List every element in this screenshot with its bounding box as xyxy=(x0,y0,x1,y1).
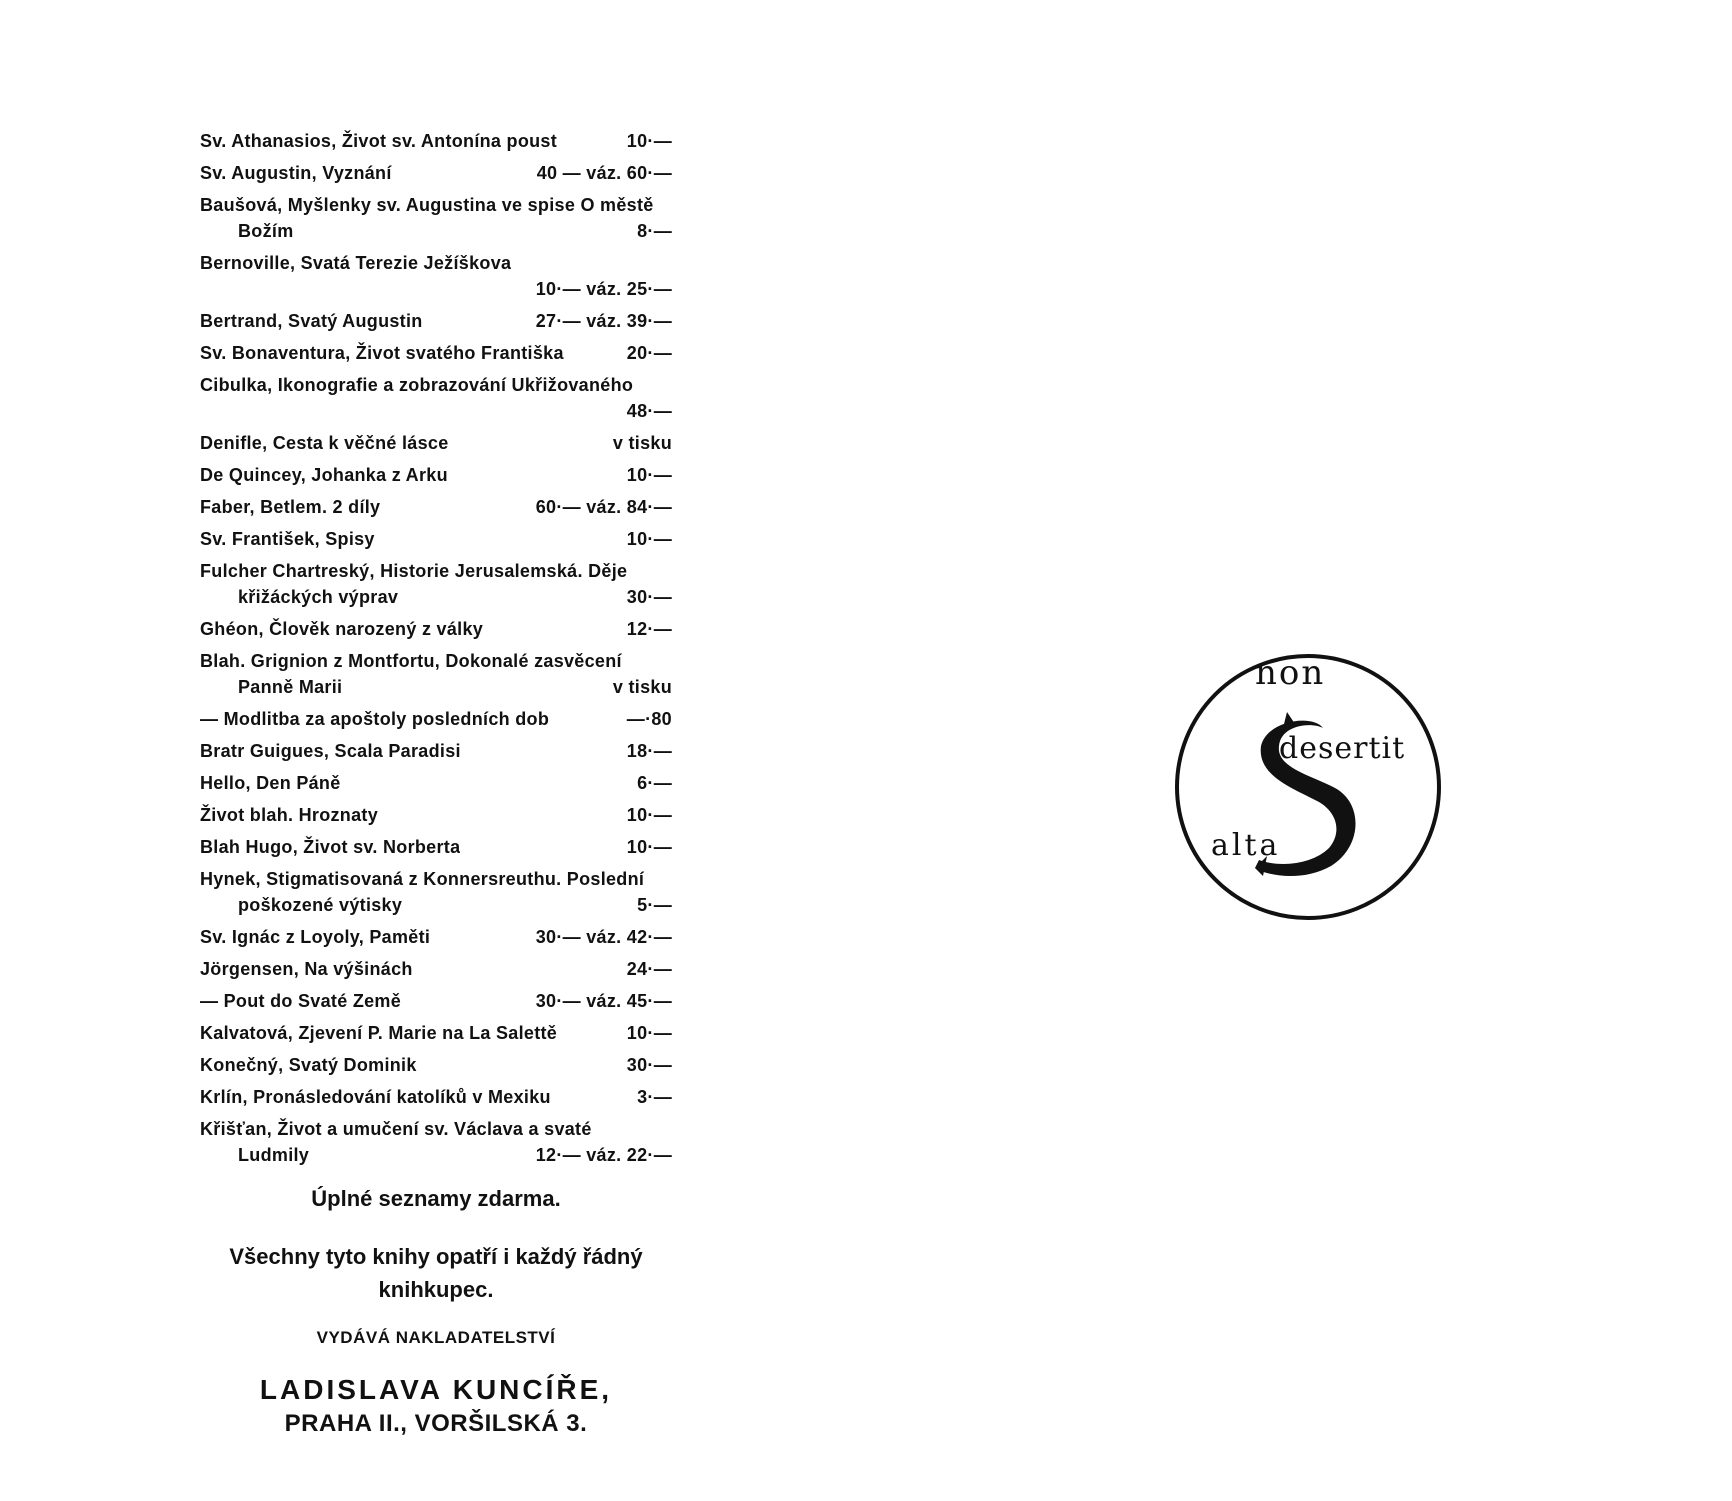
entry-continuation-line xyxy=(200,674,672,700)
entry-title: Sv. Athanasios, Život sv. Antonína poust xyxy=(200,131,558,151)
catalog-entry xyxy=(200,494,672,526)
entry-price: 30·— xyxy=(626,1055,672,1075)
entry-title: Ludmily xyxy=(238,1145,310,1165)
catalog-entry xyxy=(200,866,672,924)
entry-line xyxy=(200,770,672,796)
catalog-footer xyxy=(200,1186,672,1438)
publisher-emblem-logo xyxy=(1163,650,1453,925)
entry-price: v tisku xyxy=(612,677,672,697)
publisher-label: VYDÁVÁ NAKLADATELSTVÍ xyxy=(316,1328,556,1347)
entry-line xyxy=(200,924,672,950)
catalog-entry xyxy=(200,340,672,372)
entry-price: 48·— xyxy=(626,401,672,421)
entry-price: 40 — váz. 60·— xyxy=(536,163,672,183)
entry-line xyxy=(200,340,672,366)
entry-title: Krlín, Pronásledování katolíků v Mexiku xyxy=(200,1087,551,1107)
entry-line xyxy=(200,462,672,488)
entry-line xyxy=(200,1052,672,1078)
emblem-word-right xyxy=(1279,731,1405,766)
catalog-entry xyxy=(200,924,672,956)
entry-price: 60·— váz. 84·— xyxy=(535,497,672,517)
entry-price: 20·— xyxy=(626,343,672,363)
entry-title: poškozené výtisky xyxy=(238,895,403,915)
catalog-entry xyxy=(200,250,672,308)
catalog-entry xyxy=(200,802,672,834)
entry-price: 10·— váz. 25·— xyxy=(535,279,672,299)
entry-title: — Modlitba za apoštoly posledních dob xyxy=(200,709,550,729)
entry-line xyxy=(200,526,672,552)
entry-title: Fulcher Chartreský, Historie Jerusalemská. Děje xyxy=(200,561,628,581)
catalog-entry xyxy=(200,988,672,1020)
entry-price: 30·— váz. 45·— xyxy=(535,991,672,1011)
entry-continuation-line xyxy=(200,584,672,610)
entry-title: Bernoville, Svatá Terezie Ježíškova xyxy=(200,253,512,273)
entry-title: Faber, Betlem. 2 díly xyxy=(200,497,381,517)
catalog-entry xyxy=(200,160,672,192)
catalog-entry xyxy=(200,956,672,988)
entry-line xyxy=(200,616,672,642)
entry-title: Hynek, Stigmatisovaná z Konnersreuthu. Poslední xyxy=(200,869,645,889)
entry-line xyxy=(200,192,672,218)
bookseller-note: Všechny tyto knihy opatří i každý řádný knihkupec. xyxy=(229,1244,643,1302)
entry-title: De Quincey, Johanka z Arku xyxy=(200,465,448,485)
entry-continuation-line xyxy=(200,276,672,302)
entry-line xyxy=(200,1020,672,1046)
entry-price: —·80 xyxy=(626,709,672,729)
entry-line xyxy=(200,834,672,860)
entry-title: Denifle, Cesta k věčné lásce xyxy=(200,433,449,453)
entry-price: 10·— xyxy=(626,805,672,825)
entry-title: Sv. František, Spisy xyxy=(200,529,375,549)
entry-title: Kalvatová, Zjevení P. Marie na La Salettě xyxy=(200,1023,558,1043)
emblem-word-right-tail: it xyxy=(1381,731,1406,766)
catalog-entry xyxy=(200,1020,672,1052)
entry-price: 8·— xyxy=(637,221,672,241)
entry-title: Ghéon, Člověk narozený z války xyxy=(200,619,484,639)
free-lists-note: Úplné seznamy zdarma. xyxy=(311,1186,561,1211)
entry-title: Blah Hugo, Život sv. Norberta xyxy=(200,837,461,857)
entry-title: Křišťan, Život a umučení sv. Václava a svaté xyxy=(200,1119,592,1139)
entry-price: 10·— xyxy=(626,529,672,549)
catalog-entry xyxy=(200,770,672,802)
entry-title: Panně Marii xyxy=(238,677,343,697)
catalog-entry xyxy=(200,1084,672,1116)
entry-title: Sv. Augustin, Vyznání xyxy=(200,163,392,183)
catalog-entry xyxy=(200,462,672,494)
entry-price: 30·— xyxy=(626,587,672,607)
entry-line xyxy=(200,160,672,186)
entry-title: Bertrand, Svatý Augustin xyxy=(200,311,423,331)
entry-line xyxy=(200,866,672,892)
entry-price: 30·— váz. 42·— xyxy=(535,927,672,947)
entry-price: 10·— xyxy=(626,1023,672,1043)
catalog-entry xyxy=(200,1116,672,1174)
entry-title: Sv. Ignác z Loyoly, Paměti xyxy=(200,927,431,947)
emblem-word-top: non xyxy=(1255,653,1326,693)
entry-title: Hello, Den Páně xyxy=(200,773,341,793)
entry-line xyxy=(200,308,672,334)
entry-title: Bratr Guigues, Scala Paradisi xyxy=(200,741,461,761)
entry-title: křižáckých výprav xyxy=(238,587,399,607)
catalog-entry xyxy=(200,192,672,250)
entry-price: 10·— xyxy=(626,837,672,857)
catalog-entry xyxy=(200,558,672,616)
entry-line xyxy=(200,648,672,674)
entry-price: 24·— xyxy=(626,959,672,979)
entry-line xyxy=(200,988,672,1014)
entry-line xyxy=(200,706,672,732)
catalog-entry xyxy=(200,1052,672,1084)
emblem-word-right-main: desert xyxy=(1279,731,1382,766)
entry-title: — Pout do Svaté Země xyxy=(200,991,402,1011)
catalog-entry xyxy=(200,430,672,462)
entry-price: 6·— xyxy=(637,773,672,793)
entry-line xyxy=(200,494,672,520)
entry-price: 5·— xyxy=(637,895,672,915)
entry-line xyxy=(200,430,672,456)
entry-price: 12·— váz. 22·— xyxy=(535,1145,672,1165)
entry-line xyxy=(200,558,672,584)
entry-line xyxy=(200,372,672,398)
entry-price: 10·— xyxy=(626,131,672,151)
entry-line xyxy=(200,738,672,764)
entry-price: 3·— xyxy=(637,1087,672,1107)
entry-title: Cibulka, Ikonografie a zobrazování Ukřižovaného xyxy=(200,375,634,395)
publisher-name: LADISLAVA KUNCÍŘE, xyxy=(259,1374,613,1405)
entry-line xyxy=(200,956,672,982)
emblem-word-left: alta xyxy=(1211,828,1281,863)
entry-price: 10·— xyxy=(626,465,672,485)
entry-title: Božím xyxy=(238,221,294,241)
catalog-entry xyxy=(200,308,672,340)
catalog-entry xyxy=(200,526,672,558)
catalog-entry xyxy=(200,616,672,648)
catalog-entry xyxy=(200,128,672,160)
entry-line xyxy=(200,1116,672,1142)
entry-title: Život blah. Hroznaty xyxy=(200,805,379,825)
catalog-entry xyxy=(200,738,672,770)
entry-continuation-line xyxy=(200,1142,672,1168)
entry-line xyxy=(200,1084,672,1110)
entry-price: v tisku xyxy=(612,433,672,453)
entry-line xyxy=(200,802,672,828)
catalog-entry xyxy=(200,372,672,430)
entry-title: Sv. Bonaventura, Život svatého Františka xyxy=(200,343,564,363)
entry-line xyxy=(200,250,672,276)
catalog-entry xyxy=(200,648,672,706)
entry-title: Baušová, Myšlenky sv. Augustina ve spise O městě xyxy=(200,195,654,215)
entry-line xyxy=(200,128,672,154)
entry-price: 27·— váz. 39·— xyxy=(535,311,672,331)
catalog-entry xyxy=(200,834,672,866)
publisher-address: PRAHA II., VORŠILSKÁ 3. xyxy=(284,1410,588,1437)
book-catalog xyxy=(200,128,672,1174)
entry-continuation-line xyxy=(200,398,672,424)
entry-title: Blah. Grignion z Montfortu, Dokonalé zasvěcení xyxy=(200,651,622,671)
catalog-entry xyxy=(200,706,672,738)
entry-title: Konečný, Svatý Dominik xyxy=(200,1055,417,1075)
entry-continuation-line xyxy=(200,892,672,918)
entry-title: Jörgensen, Na výšinách xyxy=(200,959,413,979)
entry-price: 18·— xyxy=(626,741,672,761)
entry-price: 12·— xyxy=(626,619,672,639)
entry-continuation-line xyxy=(200,218,672,244)
